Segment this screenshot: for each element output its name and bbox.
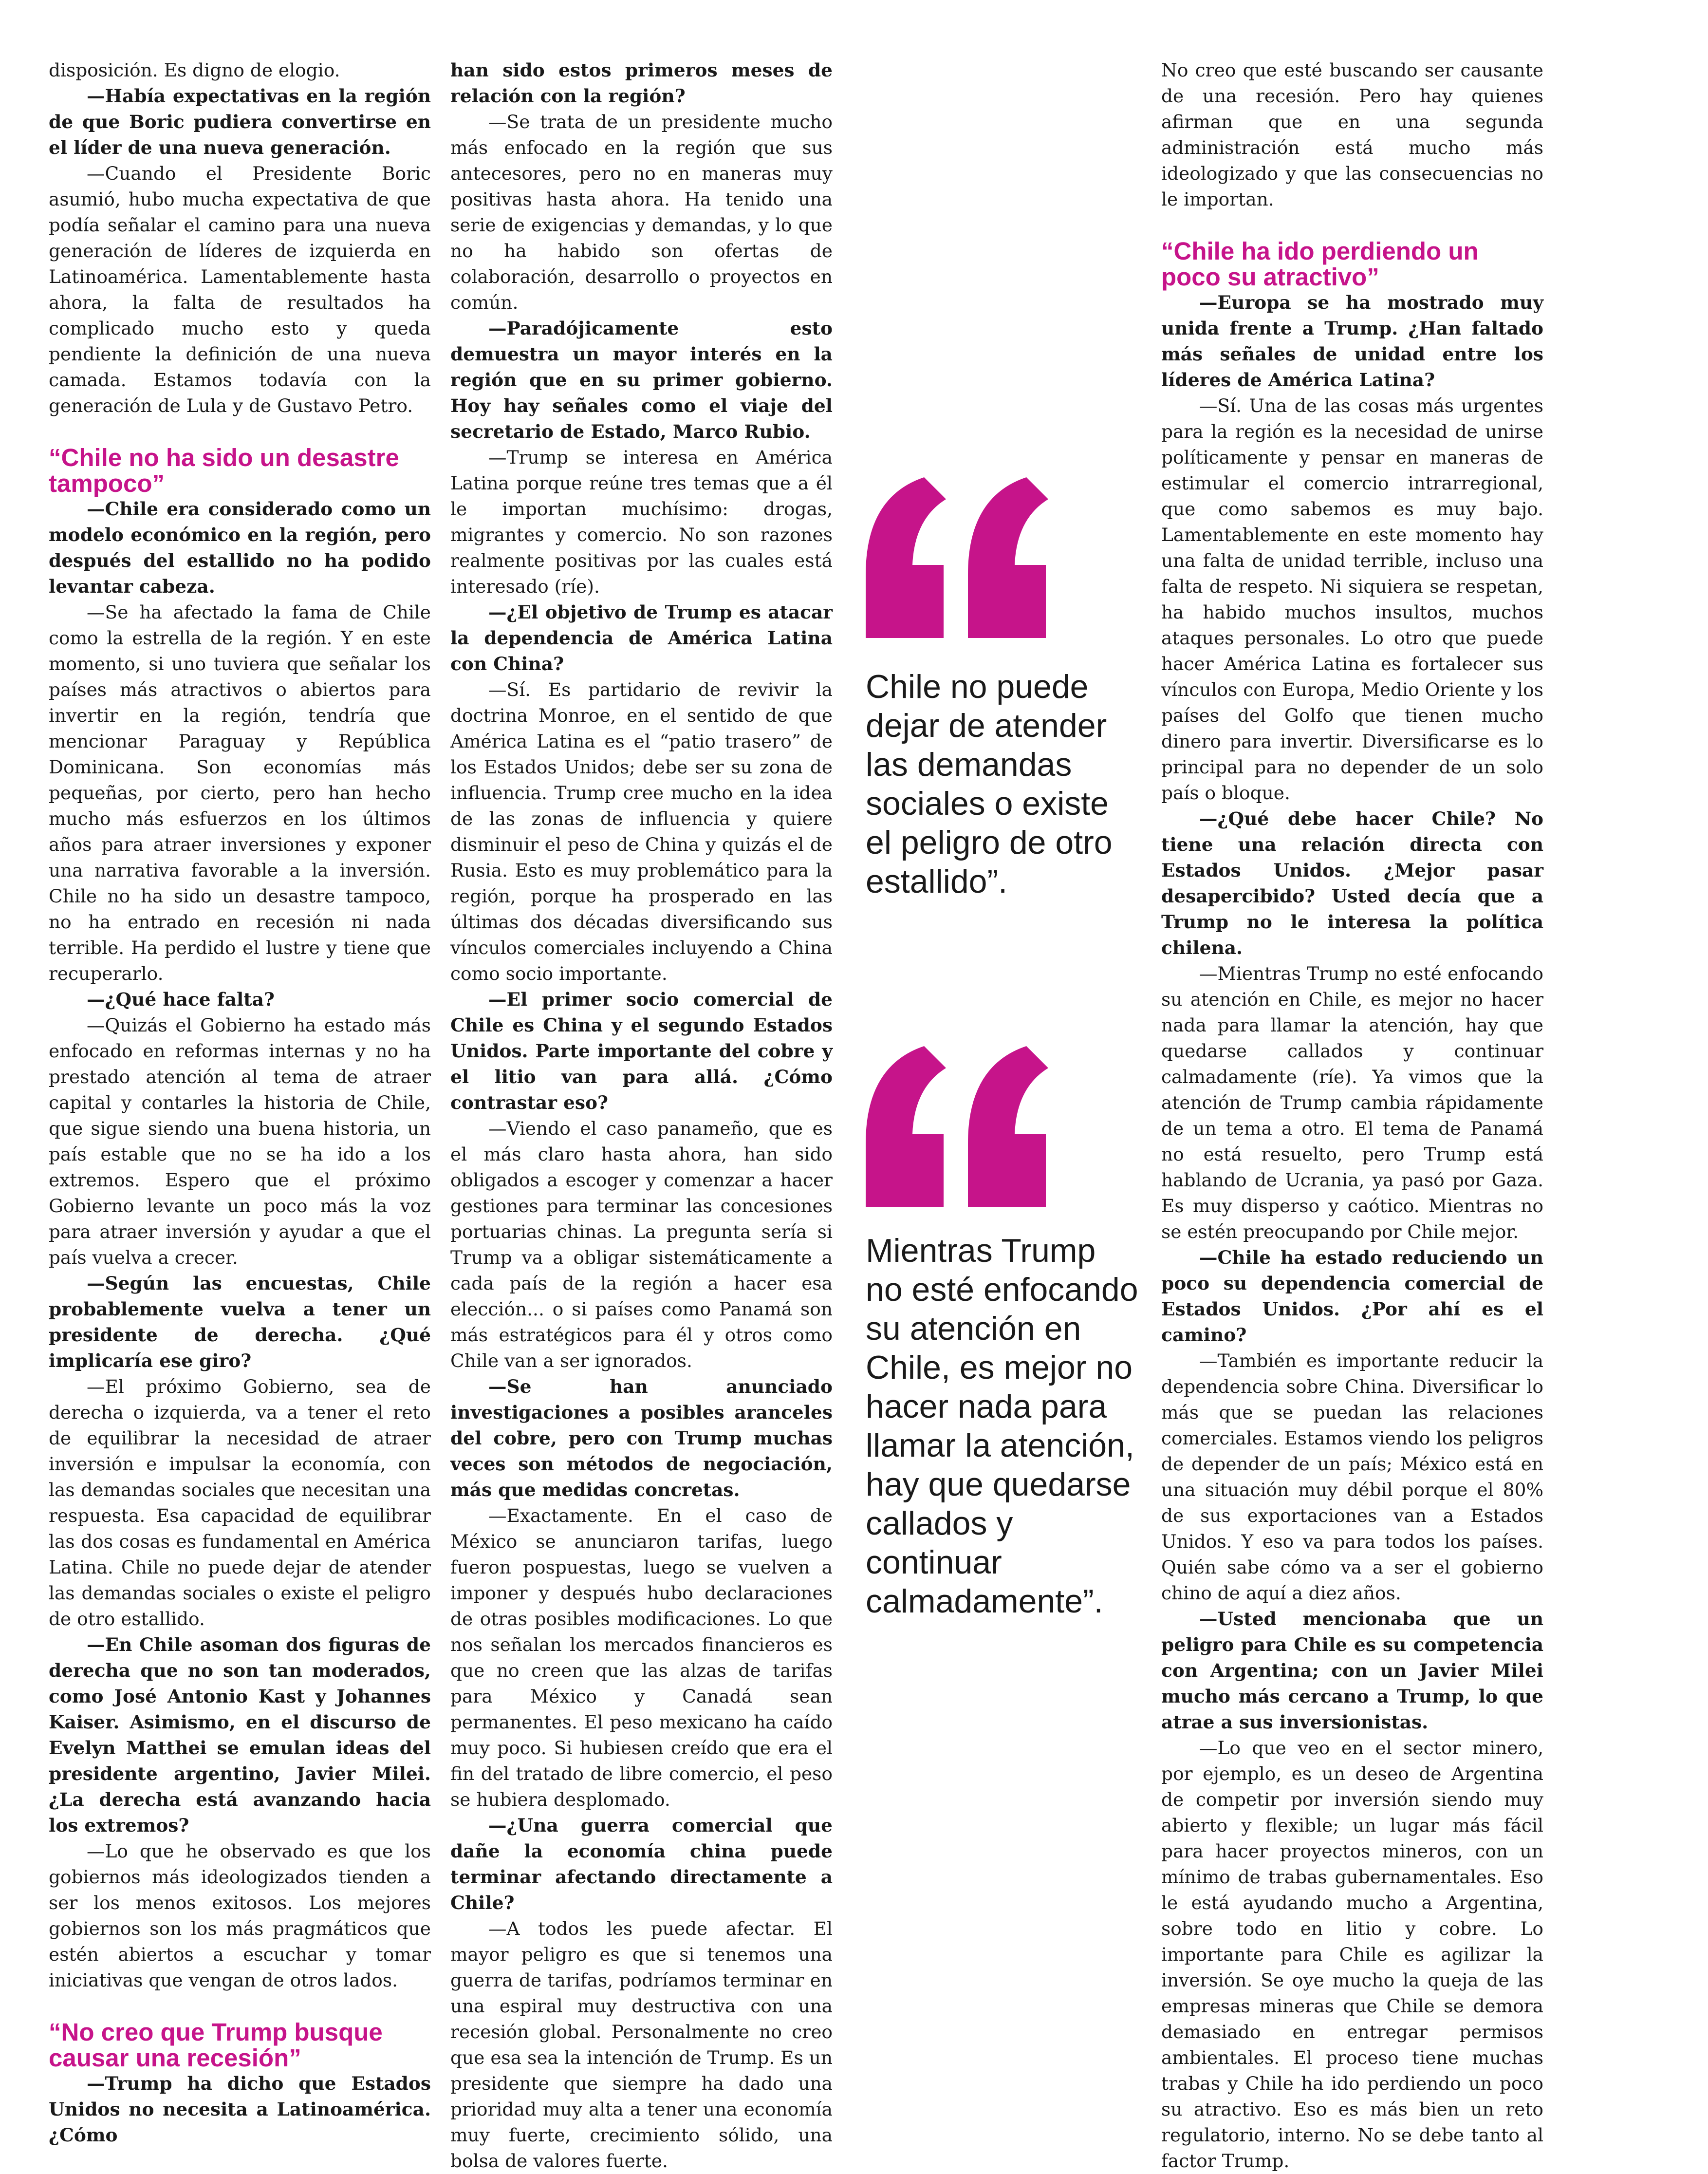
answer-paragraph: —Lo que he observado es que los gobiernos más ideologizados tienden a ser los menos exitosos. Los mejores gobiernos son los más pragmáticos que estén abiertos a escuchar y tomar iniciativas que vengan de otros lados.	[49, 1840, 431, 1991]
pull-quote-text: Chile no puede dejar de atender las demandas sociales o existe el peligro de otro estallido”.	[866, 668, 1113, 900]
answer-paragraph: —Lo que veo en el sector minero, por ejemplo, es un deseo de Argentina de competir por inversión siendo muy abierto y flexible; un lugar más fácil para hacer proyectos mineros, con un mínimo de trabas gubernamentales. Eso le está ayudando mucho a Argentina, sobre todo en litio y cobre. Lo importante para Chile es agilizar la inversión. Se oye mucho la queja de las empresas mineras que Chile se demora demasiado en entregar permisos ambientales. El proceso tiene muchas trabas y Chile ha ido perdiendo un poco su atractivo. Eso es más bien un reto regulatorio, interno. No se debe tanto al factor Trump.	[1161, 1737, 1543, 2172]
answer-paragraph: —Trump se interesa en América Latina porque reúne tres temas que a él le importan muchísimo: drogas, migrantes y comercio. No son razones realmente positivas por las cuales está interesado (ríe).	[450, 447, 833, 597]
answer-paragraph: No creo que esté buscando ser causante de una recesión. Pero hay quienes afirman que en una segunda administración está mucho más ideologizado y que las consecuencias no le importan.	[1161, 59, 1543, 210]
question-paragraph: —Chile ha estado reduciendo un poco su dependencia comercial de Estados Unidos. ¿Por ahí es el camino?	[1161, 1247, 1543, 1346]
question-paragraph: —Chile era considerado como un modelo económico en la región, pero después del estallido no ha podido levantar cabeza.	[49, 498, 431, 597]
section-heading: “Chile ha ido perdiendo un poco su atractivo”	[1161, 237, 1479, 291]
question-paragraph: han sido estos primeros meses de relación con la región?	[450, 59, 833, 107]
article-column-2	[450, 57, 833, 2174]
answer-paragraph: —Se trata de un presidente mucho más enfocado en la región que sus antecesores, pero no en maneras muy positivas hasta ahora. Ha tenido una serie de exigencias y demandas, y lo que no ha habido son ofertas de colaboración, desarrollo o proyectos en común.	[450, 111, 833, 313]
answer-paragraph: —Mientras Trump no esté enfocando su atención en Chile, es mejor no hacer nada para llamar la atención, hay que quedarse callados y continuar calmadamente (ríe). Ya vimos que la atención de Trump cambia rápidamente de un tema a otro. El tema de Panamá no está resuelto, pero Trump está hablando de Ucrania, ya pasó por Gaza. Es muy disperso y caótico. Mientras no se estén preocupando por Chile mejor.	[1161, 963, 1543, 1242]
answer-paragraph: —Quizás el Gobierno ha estado más enfocado en reformas internas y no ha prestado atención al tema de atraer capital y contarles la historia de Chile, que sigue siendo una buena historia, un país estable que no se ha ido a los extremos. Espero que el próximo Gobierno levante un poco más la voz para atraer inversión y ayudar a que el país vuelva a crecer.	[49, 1014, 431, 1268]
question-paragraph: —¿Una guerra comercial que dañe la economía china puede terminar afectando directamente a Chile?	[450, 1815, 833, 1913]
pull-quote-text: Mientras Trump no esté enfocando su atención en Chile, es mejor no hacer nada para llamar la atención, hay que quedarse callados y continuar calmadamente”.	[866, 1232, 1138, 1620]
question-paragraph: —Se han anunciado investigaciones a posibles aranceles del cobre, pero con Trump muchas veces son métodos de negociación, más que medidas concretas.	[450, 1376, 833, 1500]
section-heading: “Chile no ha sido un desastre tampoco”	[49, 444, 399, 497]
article-column-1	[49, 57, 431, 2148]
question-paragraph: —¿Qué hace falta?	[87, 989, 275, 1010]
question-paragraph: —Usted mencionaba que un peligro para Chile es su competencia con Argentina; con un Javier Milei mucho más cercano a Trump, lo que atrae a sus inversionistas.	[1161, 1608, 1543, 1733]
answer-paragraph: —Cuando el Presidente Boric asumió, hubo mucha expectativa de que podía señalar el camino para una nueva generación de líderes de izquierda en Latinoamérica. Lamentablemente hasta ahora, la falta de resultados ha complicado mucho esto y queda pendiente la definición de una nueva camada. Estamos todavía con la generación de Lula y de Gustavo Petro.	[49, 163, 431, 416]
answer-paragraph: —Se ha afectado la fama de Chile como la estrella de la región. Y en este momento, si uno tuviera que señalar los países más atractivos o abiertos para invertir en la región, tendría que mencionar Paraguay y República Dominicana. Son economías más pequeñas, por cierto, pero han hecho mucho más esfuerzos en los últimos años para atraer inversiones y exponer una narrativa favorable a la inversión. Chile no ha sido un desastre tampoco, no ha entrado en recesión ni nada terrible. Ha perdido el lustre y tiene que recuperarlo.	[49, 601, 431, 984]
pull-quote-column	[866, 57, 1138, 1957]
quote-mark-icon	[866, 1046, 1056, 1207]
section-heading: “No creo que Trump busque causar una recesión”	[49, 2018, 383, 2072]
quote-mark-icon	[866, 477, 1056, 638]
article-column-4	[1161, 57, 1543, 2174]
answer-paragraph: —Exactamente. En el caso de México se anunciaron tarifas, luego fueron pospuestas, luego se vuelven a imponer y después hubo declaraciones de otras posibles modificaciones. Lo que nos señalan los mercados financieros es que no creen que las alzas de tarifas para México y Canadá sean permanentes. El peso mexicano ha caído muy poco. Si hubiesen creído que era el fin del tratado de libre comercio, el peso se hubiera desplomado.	[450, 1505, 833, 1810]
answer-paragraph: —También es importante reducir la dependencia sobre China. Diversificar lo más que se puedan las relaciones comerciales. Estamos viendo los peligros de depender de un país; México está en una situación muy débil porque el 80% de sus exportaciones van a Estados Unidos. Y eso va para todos los países. Quién sabe cómo va a ser el gobierno chino de aquí a diez años.	[1161, 1350, 1543, 1604]
question-paragraph: —En Chile asoman dos figuras de derecha que no son tan moderados, como José Antonio Kast y Johannes Kaiser. Asimismo, en el discurso de Evelyn Matthei se emulan ideas del presidente argentino, Javier Milei. ¿La derecha está avanzando hacia los extremos?	[49, 1634, 431, 1836]
question-paragraph: —Había expectativas en la región de que Boric pudiera convertirse en el líder de una nueva generación.	[49, 85, 431, 158]
question-paragraph: —Según las encuestas, Chile probablemente vuelva a tener un presidente de derecha. ¿Qué implicaría ese giro?	[49, 1273, 431, 1371]
question-paragraph: —Paradójicamente esto demuestra un mayor interés en la región que en su primer gobierno. Hoy hay señales como el viaje del secretario de Estado, Marco Rubio.	[450, 318, 833, 442]
answer-paragraph: —Sí. Es partidario de revivir la doctrina Monroe, en el sentido de que América Latina es el “patio trasero” de los Estados Unidos; debe ser su zona de influencia. Trump cree mucho en la idea de las zonas de influencia y quiere disminuir el peso de China y quizás el de Rusia. Esto es muy problemático para la región, porque ha prosperado en las últimas dos décadas diversificando sus vínculos comerciales incluyendo a China como socio importante.	[450, 679, 833, 984]
answer-paragraph: —A todos les puede afectar. El mayor peligro es que si tenemos una guerra de tarifas, podríamos terminar en una espiral muy destructiva con una recesión global. Personalmente no creo que esa sea la intención de Trump. Es un presidente que siempre ha dado una prioridad muy alta a tener una economía muy fuerte, crecimiento sólido, una bolsa de valores fuerte.	[450, 1918, 833, 2172]
answer-paragraph: —Sí. Una de las cosas más urgentes para la región es la necesidad de unirse políticamente y pensar en maneras de estimular el comercio intrarregional, que como sabemos es muy bajo. Lamentablemente en este momento hay una falta de unidad terrible, incluso una falta de respeto. Ni siquiera se respetan, ha habido muchos insultos, muchos ataques personales. Lo otro que puede hacer América Latina es fortalecer sus vínculos con Europa, Medio Oriente y los países del Golfo que tienen mucho dinero para invertir. Diversificarse es lo principal para no depender de un solo país o bloque.	[1161, 395, 1543, 804]
question-paragraph: —El primer socio comercial de Chile es China y el segundo Estados Unidos. Parte importante del cobre y el litio van para allá. ¿Cómo contrastar eso?	[450, 989, 833, 1113]
paragraph: disposición. Es digno de elogio.	[49, 59, 340, 81]
question-paragraph: —¿Qué debe hacer Chile? No tiene una relación directa con Estados Unidos. ¿Mejor pasar desapercibido? Usted decía que a Trump no le interesa la política chilena.	[1161, 808, 1543, 958]
question-paragraph: —Trump ha dicho que Estados Unidos no necesita a Latinoamérica. ¿Cómo	[49, 2073, 431, 2146]
question-paragraph: —Europa se ha mostrado muy unida frente a Trump. ¿Han faltado más señales de unidad entre los líderes de América Latina?	[1161, 292, 1543, 391]
answer-paragraph: —Viendo el caso panameño, que es el más claro hasta ahora, han sido obligados a escoger y comenzar a hacer gestiones para terminar las concesiones portuarias chinas. La pregunta sería si Trump va a obligar sistemáticamente a cada país de la región a hacer esa elección... o si países como Panamá son más estratégicos para él y otros como Chile van a ser ignorados.	[450, 1118, 833, 1371]
question-paragraph: —¿El objetivo de Trump es atacar la dependencia de América Latina con China?	[450, 601, 833, 675]
answer-paragraph: —El próximo Gobierno, sea de derecha o izquierda, va a tener el reto de equilibrar la necesidad de atraer inversión e impulsar la economía, con las demandas sociales que necesitan una respuesta. Esa capacidad de equilibrar las dos cosas es fundamental en América Latina. Chile no puede dejar de atender las demandas sociales o existe el peligro de otro estallido.	[49, 1376, 431, 1630]
